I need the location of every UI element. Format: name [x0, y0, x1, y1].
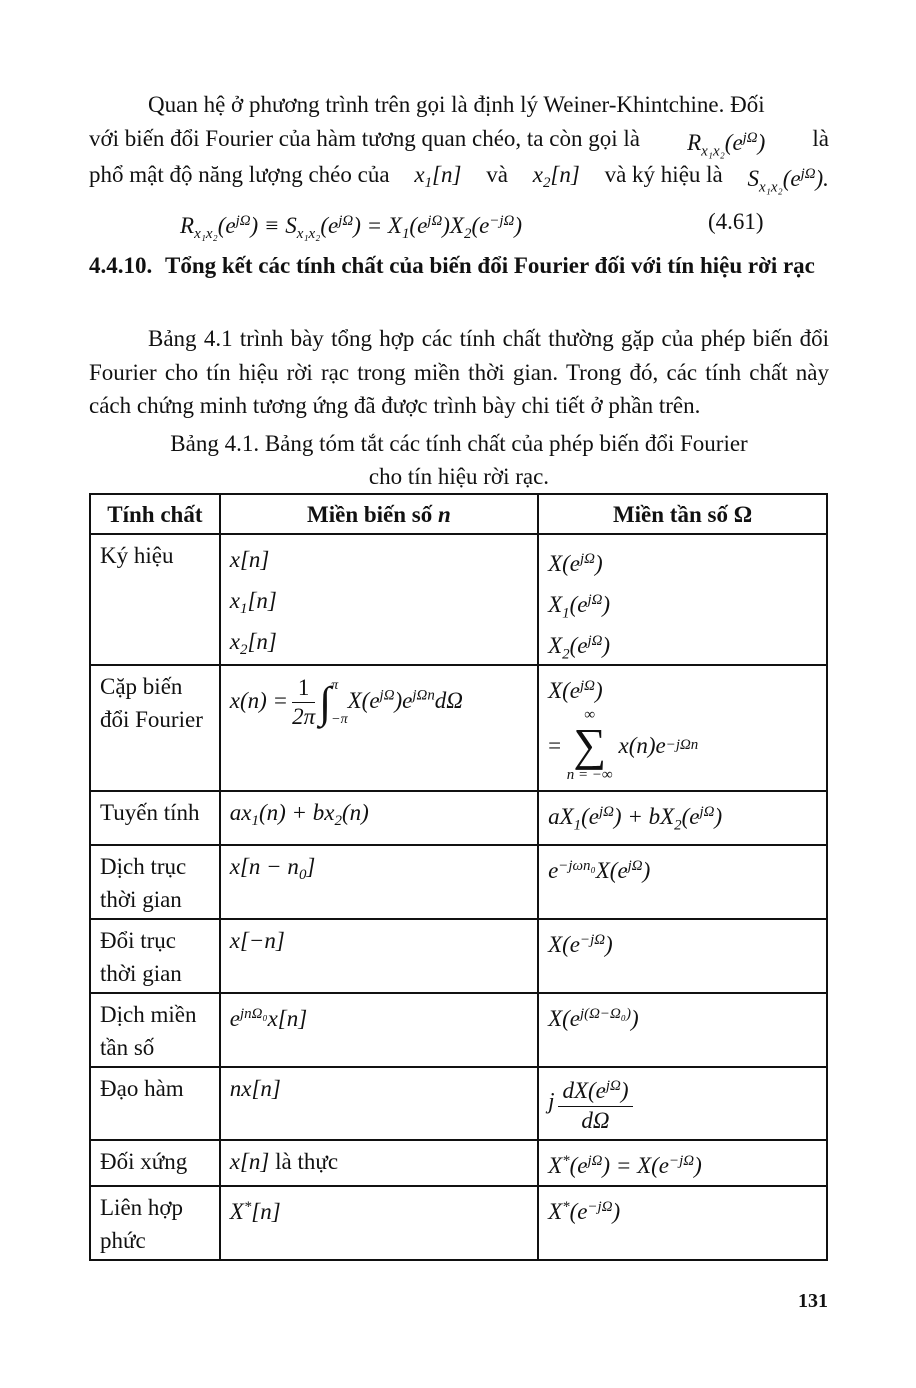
math-x2n: $x_2[n]$ — [229, 629, 277, 659]
cell-time: X*[n] — [220, 1186, 538, 1260]
text-span: là thực — [275, 1149, 339, 1175]
cell-property: Đạo hàm — [90, 1067, 220, 1140]
math-x1n: $x_1[n]$ — [229, 588, 277, 618]
cell-property: Ký hiệu — [90, 534, 220, 665]
cell-time: nx[n] — [220, 1067, 538, 1140]
math-xn: x[n] — [229, 547, 270, 572]
cell-freq — [538, 534, 827, 665]
table-row — [90, 665, 827, 791]
equation-number: (4.61) — [708, 209, 764, 234]
math-x2n: $x_2[n]$ — [532, 162, 580, 192]
header-frequency-domain: Miền tần số Ω — [538, 494, 827, 534]
text-span: phổ mật độ năng lượng chéo của — [89, 162, 390, 187]
cell-freq: $X(e^{j\Omega})$ = ∞ ∑ n = −∞ x(n)e −jΩn — [538, 665, 827, 791]
text-span: là — [812, 126, 829, 151]
page-number: 131 — [798, 1290, 828, 1312]
cell-freq: $X(e^{-j\Omega})$ — [538, 919, 827, 993]
cell-property — [90, 845, 220, 919]
equation-expression: $R_{x_1x_2}(e^{j\Omega}) \equiv S_{x_1x_2}(e^{j\Omega}) = X_1(e^{j\Omega})X_2(e^{-j\Omega})$ — [180, 213, 523, 243]
math-X1: $X_1(e^{j\Omega})$ — [548, 592, 611, 622]
cell-property: Tuyến tính — [90, 791, 220, 845]
text-line: Đổi trục — [100, 928, 177, 954]
fraction: $\frac{1}{2\pi}$ — [292, 675, 316, 729]
text-span: và ký hiệu là — [604, 162, 723, 187]
math-X2: $X_2(e^{j\Omega})$ — [548, 633, 611, 663]
text-line: thời gian — [100, 961, 182, 987]
paragraph-weiner-khintchine — [89, 88, 829, 121]
paragraph-table-intro: Bảng 4.1 trình bày tổng hợp các tính chất thường gặp của phép biến đổi Fourier cho tín hiệu rời rạc trong miền thời gian. Trong đó, các tính chất này cách chứng minh tương ứng đã được trình bày chi tiết ở phần trên. — [89, 326, 829, 418]
text-line: đổi Fourier — [100, 707, 203, 732]
table-caption-line2: cho tín hiệu rời rạc. — [368, 464, 550, 489]
cell-freq: $X(e^{j(\Omega-\Omega_0)})$ — [538, 993, 827, 1067]
text-line: Dịch miền — [100, 1002, 197, 1028]
fourier-properties-table — [89, 493, 828, 1261]
cell-freq: j $\frac{dX(e^{j\Omega})}{d\Omega}$ — [538, 1067, 827, 1140]
math-R-x1x2: $R_{x_1x_2}(e^{j\Omega})$ — [687, 130, 766, 160]
text-line: thời gian — [100, 887, 182, 913]
table-header-row — [90, 494, 827, 534]
text-line: Liên hợp — [100, 1194, 184, 1220]
text-line: Cặp biến — [100, 674, 183, 699]
paragraph-line — [89, 158, 829, 204]
cell-property — [90, 993, 220, 1067]
table-row — [90, 791, 827, 845]
math-S-x1x2: $S_{x_1x_2}(e^{j\Omega})$. — [747, 166, 829, 196]
cell-freq: $X^*(e^{-j\Omega})$ — [538, 1186, 827, 1260]
math-X: $X(e^{j\Omega})$ — [548, 551, 603, 577]
header-property: Tính chất — [90, 494, 220, 534]
table-row — [90, 1186, 827, 1260]
cell-time — [220, 534, 538, 665]
cell-freq: $e^{-j\omega n_0}X(e^{j\Omega})$ — [538, 845, 827, 919]
cell-freq: $X^*(e^{j\Omega}) = X(e^{-j\Omega})$ — [538, 1140, 827, 1185]
text-line: phức — [100, 1227, 146, 1253]
fraction: $\frac{dX(e^{j\Omega})}{d\Omega}$ — [558, 1072, 632, 1134]
cell-freq: $aX_1(e^{j\Omega}) + bX_2(e^{j\Omega})$ — [538, 791, 827, 845]
text-line: Dịch trục — [100, 854, 187, 880]
text-line: tần số — [100, 1035, 155, 1061]
cell-property — [90, 919, 220, 993]
cell-time: $x[n - n_0]$ — [220, 845, 538, 919]
cell-time: $ax_1(n) + bx_2(n)$ — [220, 791, 538, 845]
text-span: và — [486, 162, 508, 187]
equation-4-61 — [180, 205, 740, 251]
cell-time: x[−n] — [220, 919, 538, 993]
section-heading — [89, 250, 829, 282]
cell-time: $e^{jn\Omega_0}x[n]$ — [220, 993, 538, 1067]
cell-time: x(n) = $\frac{1}{2\pi}$ ∫ π −π $X(e^{j\Omega})e^{j\Omega n}d\Omega$ — [220, 665, 538, 791]
cell-property — [90, 1186, 220, 1260]
math-x1n: $x_1[n]$ — [414, 162, 462, 192]
summation: ∞ ∑ n = −∞ — [566, 707, 613, 784]
text-span: với biến đổi Fourier của hàm tương quan chéo, ta còn gọi là — [89, 126, 640, 151]
header-time-domain: Miền biến số n — [220, 494, 538, 534]
table-row — [90, 1140, 827, 1185]
cell-time: x[n] là thực — [220, 1140, 538, 1185]
paragraph-line: Quan hệ ở phương trình trên gọi là định lý Weiner-Khintchine. Đối — [148, 92, 765, 117]
cell-property: Đối xứng — [90, 1140, 220, 1185]
table-row — [90, 919, 827, 993]
table-row — [90, 1067, 827, 1140]
section-number: 4.4.10. — [89, 253, 153, 278]
table-row — [90, 534, 827, 665]
cell-property — [90, 665, 220, 791]
table-caption-line1: Bảng 4.1. Bảng tóm tắt các tính chất của phép biến đổi Fourier — [170, 431, 748, 456]
table-row — [90, 845, 827, 919]
table-row — [90, 993, 827, 1067]
section-title: Tổng kết các tính chất của biến đổi Fourier đối với tín hiệu rời rạc — [165, 253, 815, 278]
integral-sign: ∫ — [319, 678, 332, 727]
